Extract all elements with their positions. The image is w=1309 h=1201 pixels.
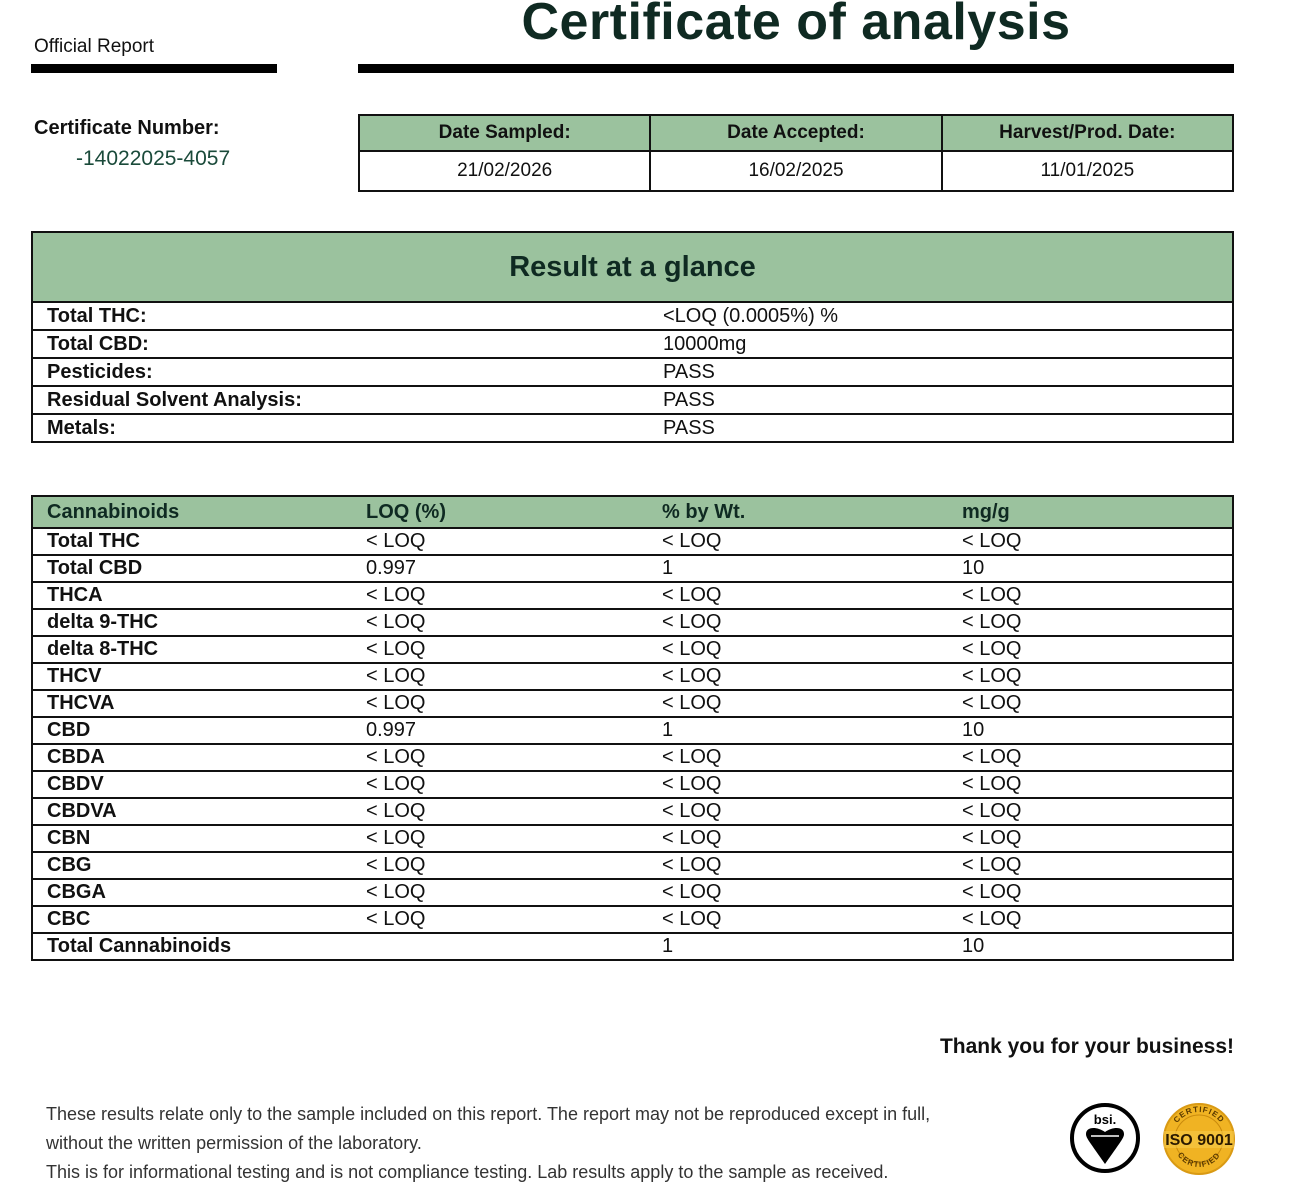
- cannabinoid-value: < LOQ: [948, 690, 1233, 717]
- table-row: [32, 663, 1233, 690]
- cannabinoid-value: < LOQ: [352, 690, 648, 717]
- glance-value: PASS: [649, 414, 1233, 442]
- cannabinoid-value: < LOQ: [352, 906, 648, 933]
- cannabinoid-value: 1: [648, 717, 948, 744]
- table-row: [32, 852, 1233, 879]
- cannabinoid-value: 10: [948, 555, 1233, 582]
- official-report-label: Official Report: [34, 36, 155, 57]
- certificate-number-value: -14022025-4057: [76, 147, 231, 170]
- cannabinoid-value: < LOQ: [352, 582, 648, 609]
- table-row: [32, 744, 1233, 771]
- certificate-number-label: Certificate Number:: [34, 117, 220, 139]
- table-row: [32, 582, 1233, 609]
- cannabinoid-value: 1: [648, 555, 948, 582]
- table-row: [32, 879, 1233, 906]
- page-title: Certificate of analysis: [521, 0, 1071, 51]
- cannabinoid-value: < LOQ: [948, 528, 1233, 555]
- cannabinoid-name: Total CBD: [32, 555, 352, 582]
- iso-ring-text-top: CERTIFIED: [1171, 1104, 1227, 1125]
- cannabinoid-value: < LOQ: [352, 825, 648, 852]
- bsi-text: bsi.: [1093, 1112, 1117, 1127]
- cannabinoid-value: < LOQ: [948, 771, 1233, 798]
- cannabinoid-name: Total Cannabinoids: [32, 933, 352, 960]
- cannabinoid-name: CBDVA: [32, 798, 352, 825]
- glance-label: Total CBD:: [32, 330, 649, 358]
- disclaimer: [46, 1100, 1006, 1187]
- cannabinoid-value: < LOQ: [948, 609, 1233, 636]
- cannabinoid-value: < LOQ: [648, 582, 948, 609]
- table-row: [32, 636, 1233, 663]
- col-header-mg-per-g: mg/g: [948, 496, 1233, 528]
- cannabinoid-name: delta 8-THC: [32, 636, 352, 663]
- cannabinoid-name: CBGA: [32, 879, 352, 906]
- header-rule-left: [31, 64, 277, 73]
- cannabinoid-value: < LOQ: [948, 825, 1233, 852]
- cannabinoid-name: CBDA: [32, 744, 352, 771]
- cannabinoids-table: [31, 495, 1234, 961]
- cannabinoid-value: < LOQ: [948, 636, 1233, 663]
- glance-value: PASS: [649, 358, 1233, 386]
- glance-row: [32, 414, 1233, 442]
- cannabinoid-value: < LOQ: [948, 744, 1233, 771]
- glance-value: <LOQ (0.0005%) %: [649, 302, 1233, 330]
- glance-row: [32, 302, 1233, 330]
- cannabinoid-value: < LOQ: [648, 879, 948, 906]
- cannabinoid-value: < LOQ: [948, 906, 1233, 933]
- cannabinoid-value: < LOQ: [948, 798, 1233, 825]
- harvest-date-header: Harvest/Prod. Date:: [942, 115, 1233, 151]
- glance-value: 10000mg: [649, 330, 1233, 358]
- thank-you-message: Thank you for your business!: [939, 1035, 1234, 1058]
- date-accepted-header: Date Accepted:: [650, 115, 941, 151]
- table-row: [32, 690, 1233, 717]
- col-header-loq: LOQ (%): [352, 496, 648, 528]
- col-header-percent-by-wt: % by Wt.: [648, 496, 948, 528]
- date-accepted-value: 16/02/2025: [650, 151, 941, 191]
- table-row: [32, 609, 1233, 636]
- harvest-date-value: 11/01/2025: [942, 151, 1233, 191]
- glance-label: Pesticides:: [32, 358, 649, 386]
- cannabinoid-value: < LOQ: [352, 528, 648, 555]
- glance-value: PASS: [649, 386, 1233, 414]
- cannabinoid-value: < LOQ: [648, 852, 948, 879]
- table-row: [32, 717, 1233, 744]
- cannabinoid-value: < LOQ: [948, 852, 1233, 879]
- cannabinoid-value: < LOQ: [352, 663, 648, 690]
- glance-label: Residual Solvent Analysis:: [32, 386, 649, 414]
- table-row: [32, 555, 1233, 582]
- cannabinoid-name: THCV: [32, 663, 352, 690]
- cannabinoid-value: [352, 933, 648, 960]
- cannabinoid-value: < LOQ: [648, 825, 948, 852]
- table-row: [32, 528, 1233, 555]
- cannabinoid-name: THCVA: [32, 690, 352, 717]
- cannabinoid-value: 10: [948, 717, 1233, 744]
- disclaimer-line: This is for informational testing and is not compliance testing. Lab results apply to the sample as received.: [46, 1162, 889, 1182]
- cannabinoid-value: < LOQ: [352, 744, 648, 771]
- cannabinoid-value: < LOQ: [948, 663, 1233, 690]
- date-sampled-header: Date Sampled:: [359, 115, 650, 151]
- cannabinoid-name: CBC: [32, 906, 352, 933]
- cannabinoid-value: < LOQ: [648, 663, 948, 690]
- cannabinoid-name: CBG: [32, 852, 352, 879]
- table-row: [32, 798, 1233, 825]
- cannabinoid-value: < LOQ: [948, 582, 1233, 609]
- cannabinoid-value: < LOQ: [648, 771, 948, 798]
- col-header-cannabinoids: Cannabinoids: [32, 496, 352, 528]
- cannabinoid-name: CBD: [32, 717, 352, 744]
- bsi-kitemark-logo: [1069, 1102, 1141, 1174]
- cannabinoid-value: < LOQ: [648, 798, 948, 825]
- cannabinoid-name: CBDV: [32, 771, 352, 798]
- cannabinoid-value: 0.997: [352, 555, 648, 582]
- glance-label: Total THC:: [32, 302, 649, 330]
- cannabinoid-name: CBN: [32, 825, 352, 852]
- cannabinoid-name: delta 9-THC: [32, 609, 352, 636]
- cannabinoid-value: < LOQ: [352, 771, 648, 798]
- table-row: [32, 825, 1233, 852]
- cannabinoid-value: < LOQ: [352, 636, 648, 663]
- iso-ring-text-bottom: CERTIFIED: [1175, 1150, 1223, 1170]
- cannabinoid-value: 0.997: [352, 717, 648, 744]
- glance-row: [32, 330, 1233, 358]
- cannabinoid-value: < LOQ: [352, 798, 648, 825]
- result-at-a-glance-table: [31, 231, 1234, 443]
- cannabinoid-value: < LOQ: [352, 852, 648, 879]
- iso-9001-certified-seal: [1162, 1102, 1236, 1176]
- glance-title: Result at a glance: [32, 232, 1233, 302]
- cannabinoid-value: < LOQ: [648, 609, 948, 636]
- cannabinoid-value: < LOQ: [352, 609, 648, 636]
- table-row: [32, 771, 1233, 798]
- cannabinoid-value: < LOQ: [648, 636, 948, 663]
- dates-table: [358, 114, 1234, 192]
- cannabinoid-value: < LOQ: [648, 690, 948, 717]
- table-row: [32, 906, 1233, 933]
- header-rule-right: [358, 64, 1234, 73]
- date-sampled-value: 21/02/2026: [359, 151, 650, 191]
- disclaimer-line: These results relate only to the sample included on this report. The report may not be reproduced except in full,: [46, 1104, 931, 1124]
- iso-text: ISO 9001: [1165, 1132, 1233, 1149]
- cannabinoid-value: < LOQ: [648, 906, 948, 933]
- disclaimer-line: without the written permission of the laboratory.: [46, 1133, 422, 1153]
- cannabinoid-value: < LOQ: [352, 879, 648, 906]
- cannabinoid-name: THCA: [32, 582, 352, 609]
- cannabinoid-value: < LOQ: [648, 744, 948, 771]
- cannabinoid-name: Total THC: [32, 528, 352, 555]
- glance-row: [32, 386, 1233, 414]
- cannabinoid-value: 10: [948, 933, 1233, 960]
- table-row: [32, 933, 1233, 960]
- cannabinoid-value: < LOQ: [648, 528, 948, 555]
- glance-row: [32, 358, 1233, 386]
- cannabinoid-value: 1: [648, 933, 948, 960]
- glance-label: Metals:: [32, 414, 649, 442]
- cannabinoid-value: < LOQ: [948, 879, 1233, 906]
